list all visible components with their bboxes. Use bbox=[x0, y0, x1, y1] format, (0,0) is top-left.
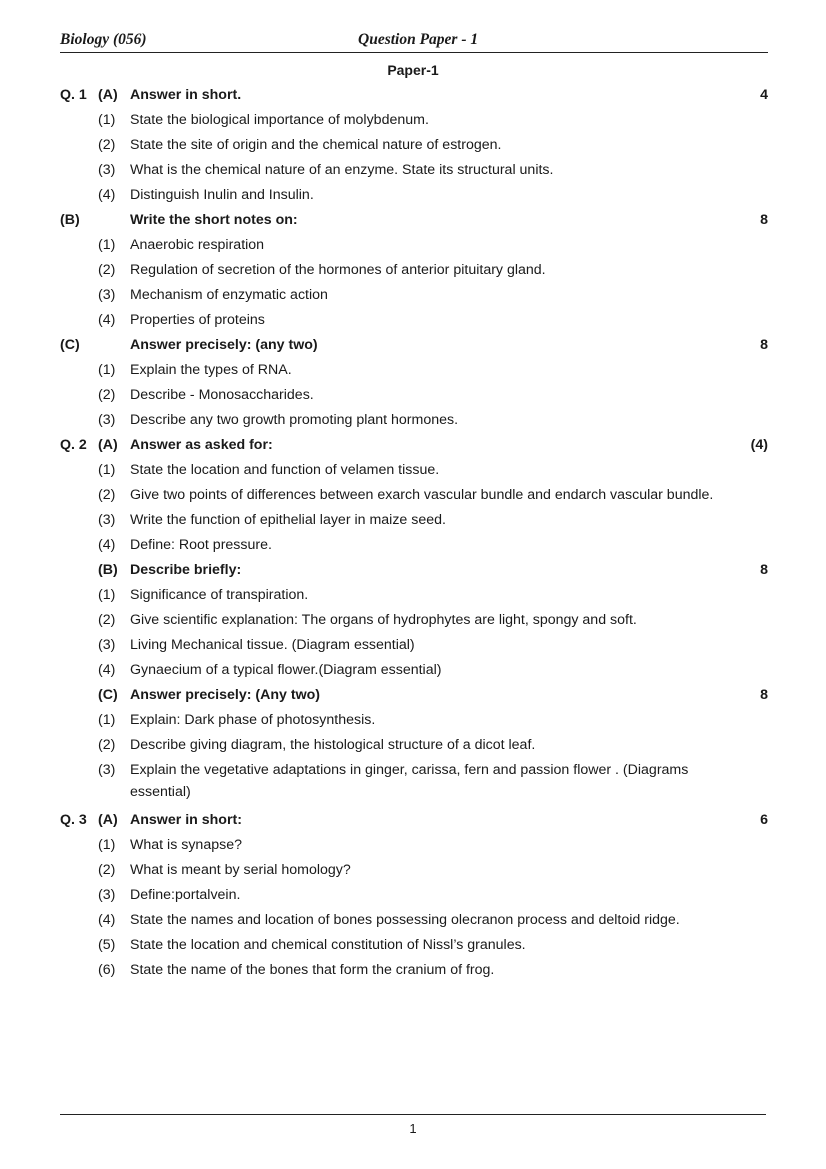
question-list bbox=[0, 84, 826, 984]
section-label: (C) bbox=[98, 687, 118, 703]
question-item bbox=[0, 309, 826, 334]
question-item bbox=[0, 359, 826, 384]
item-number: (1) bbox=[98, 712, 116, 728]
item-number: (1) bbox=[98, 462, 116, 478]
section-label: (A) bbox=[98, 812, 118, 828]
question-number: Q. 2 bbox=[60, 437, 87, 453]
item-number: (3) bbox=[98, 762, 116, 778]
item-text: State the names and location of bones possessing olecranon process and deltoid ridge. bbox=[130, 912, 680, 928]
section-title: Answer as asked for: bbox=[130, 437, 273, 453]
question-item bbox=[0, 484, 826, 509]
question-item bbox=[0, 534, 826, 559]
question-item bbox=[0, 409, 826, 434]
question-number: Q. 1 bbox=[60, 87, 87, 103]
item-number: (1) bbox=[98, 237, 116, 253]
marks: 4 bbox=[760, 87, 768, 103]
section-heading bbox=[0, 209, 826, 234]
section-heading bbox=[0, 684, 826, 709]
question-item bbox=[0, 709, 826, 734]
question-item bbox=[0, 634, 826, 659]
item-text: Living Mechanical tissue. (Diagram essential) bbox=[130, 637, 415, 653]
question-item bbox=[0, 134, 826, 159]
item-text: Describe - Monosaccharides. bbox=[130, 387, 314, 403]
question-item bbox=[0, 459, 826, 484]
question-item bbox=[0, 659, 826, 684]
item-text: What is synapse? bbox=[130, 837, 242, 853]
question-item bbox=[0, 734, 826, 759]
question-item bbox=[0, 259, 826, 284]
item-text: Define: Root pressure. bbox=[130, 537, 272, 553]
question-item bbox=[0, 934, 826, 959]
page-number: 1 bbox=[409, 1121, 417, 1136]
question-item bbox=[0, 384, 826, 409]
item-text: State the biological importance of molybdenum. bbox=[130, 112, 429, 128]
section-heading bbox=[0, 434, 826, 459]
item-text: Give scientific explanation: The organs of hydrophytes are light, spongy and soft. bbox=[130, 612, 637, 628]
item-number: (1) bbox=[98, 837, 116, 853]
marks: 8 bbox=[760, 337, 768, 353]
item-number: (4) bbox=[98, 662, 116, 678]
subject-title: Biology (056) bbox=[60, 31, 147, 48]
question-item bbox=[0, 509, 826, 534]
page-header bbox=[60, 30, 768, 53]
section-title: Write the short notes on: bbox=[130, 212, 298, 228]
item-text: Give two points of differences between exarch vascular bundle and endarch vascular bundle. bbox=[130, 487, 714, 503]
item-number: (2) bbox=[98, 612, 116, 628]
section-title: Answer in short. bbox=[130, 87, 242, 103]
paper-label: Question Paper - 1 bbox=[358, 31, 479, 48]
marks: 8 bbox=[760, 562, 768, 578]
item-text: What is the chemical nature of an enzyme. State its structural units. bbox=[130, 162, 554, 178]
item-number: (3) bbox=[98, 512, 116, 528]
item-text: Describe any two growth promoting plant hormones. bbox=[130, 412, 459, 428]
item-text: State the location and function of velamen tissue. bbox=[130, 462, 440, 478]
section-label: (B) bbox=[60, 212, 80, 228]
question-item bbox=[0, 959, 826, 984]
item-number: (4) bbox=[98, 312, 116, 328]
paper-title: Paper-1 bbox=[387, 62, 439, 78]
question-item bbox=[0, 184, 826, 209]
section-label: (A) bbox=[98, 87, 118, 103]
item-number: (6) bbox=[98, 962, 116, 978]
section-title: Answer precisely: (any two) bbox=[130, 337, 318, 353]
item-number: (3) bbox=[98, 887, 116, 903]
question-item bbox=[0, 884, 826, 909]
item-text: State the site of origin and the chemical nature of estrogen. bbox=[130, 137, 502, 153]
footer-divider bbox=[60, 1114, 766, 1115]
section-title: Answer precisely: (Any two) bbox=[130, 687, 321, 703]
item-text: Significance of transpiration. bbox=[130, 587, 309, 603]
item-number: (2) bbox=[98, 487, 116, 503]
item-text: Properties of proteins bbox=[130, 312, 265, 328]
item-text: Write the function of epithelial layer in maize seed. bbox=[130, 512, 446, 528]
section-label: (C) bbox=[60, 337, 80, 353]
section-label: (A) bbox=[98, 437, 118, 453]
item-text: State the location and chemical constitution of Nissl’s granules. bbox=[130, 937, 526, 953]
item-text: Explain the types of RNA. bbox=[130, 362, 292, 378]
question-item bbox=[0, 284, 826, 309]
item-number: (3) bbox=[98, 412, 116, 428]
question-number: Q. 3 bbox=[60, 812, 87, 828]
question-item bbox=[0, 909, 826, 934]
question-item bbox=[0, 609, 826, 634]
item-text: What is meant by serial homology? bbox=[130, 862, 351, 878]
item-text: Define:portalvein. bbox=[130, 887, 241, 903]
item-text: Gynaecium of a typical flower.(Diagram essential) bbox=[130, 662, 442, 678]
section-title: Describe briefly: bbox=[130, 562, 242, 578]
item-number: (4) bbox=[98, 912, 116, 928]
item-text: Anaerobic respiration bbox=[130, 237, 265, 253]
item-number: (3) bbox=[98, 162, 116, 178]
item-text: Mechanism of enzymatic action bbox=[130, 287, 328, 303]
item-text: Distinguish Inulin and Insulin. bbox=[130, 187, 314, 203]
item-text: Describe giving diagram, the histological structure of a dicot leaf. bbox=[130, 737, 536, 753]
item-text: Regulation of secretion of the hormones of anterior pituitary gland. bbox=[130, 262, 546, 278]
item-number: (5) bbox=[98, 937, 116, 953]
marks: 8 bbox=[760, 687, 768, 703]
item-number: (2) bbox=[98, 387, 116, 403]
section-heading bbox=[0, 84, 826, 109]
item-number: (2) bbox=[98, 737, 116, 753]
item-number: (4) bbox=[98, 187, 116, 203]
section-heading bbox=[0, 809, 826, 834]
item-number: (4) bbox=[98, 537, 116, 553]
question-item bbox=[0, 759, 826, 809]
section-title: Answer in short: bbox=[130, 812, 242, 828]
marks: 8 bbox=[760, 212, 768, 228]
item-number: (2) bbox=[98, 262, 116, 278]
item-text: State the name of the bones that form the cranium of frog. bbox=[130, 962, 495, 978]
item-number: (2) bbox=[98, 137, 116, 153]
marks: 6 bbox=[760, 812, 768, 828]
question-item bbox=[0, 584, 826, 609]
marks: (4) bbox=[750, 437, 768, 453]
item-number: (3) bbox=[98, 637, 116, 653]
item-text: Explain: Dark phase of photosynthesis. bbox=[130, 712, 376, 728]
item-number: (3) bbox=[98, 287, 116, 303]
item-text: Explain the vegetative adaptations in ginger, carissa, fern and passion flower . (Diagrams essential) bbox=[130, 762, 689, 800]
section-heading bbox=[0, 334, 826, 359]
question-item bbox=[0, 859, 826, 884]
question-item bbox=[0, 834, 826, 859]
section-heading bbox=[0, 559, 826, 584]
item-number: (1) bbox=[98, 587, 116, 603]
question-item bbox=[0, 234, 826, 259]
question-item bbox=[0, 109, 826, 134]
item-number: (1) bbox=[98, 112, 116, 128]
item-number: (2) bbox=[98, 862, 116, 878]
item-number: (1) bbox=[98, 362, 116, 378]
section-label: (B) bbox=[98, 562, 118, 578]
question-item bbox=[0, 159, 826, 184]
